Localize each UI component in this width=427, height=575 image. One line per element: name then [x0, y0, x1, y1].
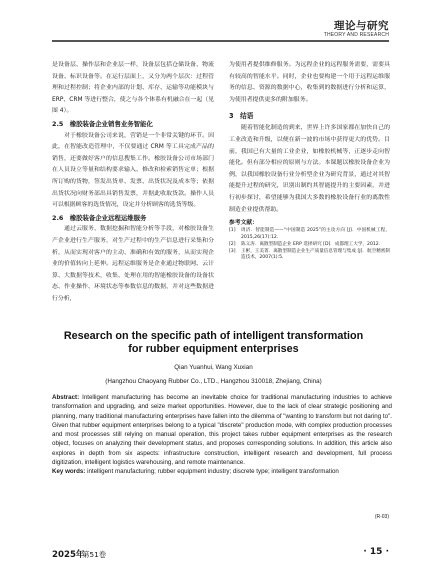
english-affiliation: (Hangzhou Chaoyang Rubber Co., LTD., Hangzhou 310018, Zhejiang, China)	[105, 378, 322, 385]
reference-item	[229, 242, 390, 249]
abstract-label: Abstract:	[52, 394, 80, 401]
paragraph: 通过云服务、数据挖掘和智能分析等手段，对橡胶设备生产企业进行生产服务，对生产过程中的生产信息进行采集和分析，从而实现对客户的主动、准确和有效的服务，从而实现企业的价值转向上延伸。远程运维服务是企业通过物联网、云计算、大数据等技术，收集、处理在用的智能橡胶设备的设备状态、作业操作、环境状态等参数信息的数据，并对这些数据进行分析，	[52, 226, 214, 302]
right-column	[229, 60, 390, 262]
reference-number: [2]	[229, 241, 236, 247]
section-title: 理论与研究	[334, 20, 389, 32]
left-column	[52, 60, 214, 305]
paragraph: 是设备层、操作层和企业层一样，设备层包括仓储设备、物流设备、标识设备等。在运行层面上，又分为两个层次：过程管理和过程控制；将企业内部的计划、库存、运输等功能模块与 ERP、CRM 等进行整合，使之与各个体系有机融合在一起（见图 4）。	[52, 62, 215, 115]
section-heading-conclusion: 3 结语	[229, 112, 254, 121]
english-title: Research on the specific path of intelligent transformation for rubber equipment enterprises	[63, 330, 364, 355]
keywords-text: intelligent manufacturing; rubber equipment industry; discrete type; intelligent transformation	[85, 468, 339, 476]
keywords-line	[52, 467, 392, 476]
reference-number: [3]	[229, 248, 236, 254]
section-heading-2-5: 2.5 橡胶装备企业销售业务智能化	[52, 119, 153, 128]
keywords-label: Key words:	[52, 468, 86, 476]
footer-year: 2025年	[52, 550, 85, 560]
references-title: 参考文献：	[229, 220, 258, 227]
reference-item	[229, 228, 390, 242]
reference-text: 周济．智能制造——“中国制造 2025”的主攻方向 [J]．中国机械工程，2015,26(17):12.	[241, 228, 390, 240]
reference-item	[229, 249, 390, 263]
reference-text: 陈义涛．离散型制造企业 ERP 选择研究 [D]．成都理工大学，2012.	[241, 241, 381, 247]
paragraph: 为使用者提供维修服务。为远程企业的远程服务需要，需要具有较高的智能水平。同时，企业也要构建一个用于远程运维服务的信息、资源的数据中心，收集到的数据进行分析和运算，为使用者提供更多的附加服务。	[229, 62, 390, 103]
reference-text: 王彬，王美菁．离散型制造企业生产质量信息管理与集成 [J]．航空精密制造技术，2007(1):5.	[241, 248, 390, 261]
english-abstract	[52, 393, 392, 477]
article-code: (R-03)	[374, 514, 389, 520]
paragraph: 随着智能化制造的到来，世界上许多国家都在加快自己的工业改造和升级，以便在新一波的市场中获得更大的优势。目前，我国已有大量的工业企业，如橡胶机械等，正逐步走向智能化。但有部分相应的原则与方法。本课题以橡胶设备企业为例，以我国橡胶设备行业分析型企业为研究背景，通过对其智能提升过程的研究，识别出制约其智能提升的主要因素，并进行初步探讨，希望能够为我国大多数的橡胶设备行业的离散性制造企业提供帮助。	[229, 125, 390, 213]
reference-number: [1]	[229, 228, 236, 234]
footer-volume: 第51卷	[82, 550, 107, 559]
section-subtitle: THEORY AND RESEARCH	[323, 32, 389, 38]
paragraph: 对于橡胶设备公司来说，营销是一个非常关键的环节。因此，在智能改造管理中，不仅要通过 CRM 等工具完成产品的销售，还要做好客户的信息搜集工作。橡胶设备公司市场部门在人员设立等量和结构要求输入、修改和检索销售定单；根据所订购的货物，签发出货单、发票、出货状况及成本等；依据出货状况向财务部出具销售发票，并据此收取货款。操作人员可以根据顾客的选货情况，设定并分析顾客的选货等级。	[52, 132, 214, 209]
header-divider	[52, 40, 389, 42]
abstract-text: Intelligent manufacturing has become an inevitable choice for traditional manufacturing industries to achieve transformation and upgrading, and seize market opportunities. However, due to the lack of clear strategic positioning and planning, many traditional manufacturing enterprises have fallen into the dilemma of "wanting to transform but not daring to". Given that rubber equipment enterprises belong to a typical "discrete" production mode, with complex production processes and most processes still relying on manual operation, this project takes rubber equipment enterprises as the research object, focuses on analyzing their development status, and proposes corresponding solutions. In addition, this article also explores in depth from six aspects: infrastructure construction, intelligent research and development, full process digitization, intelligent logistics warehousing, and remote maintenance.	[52, 394, 392, 467]
english-authors: Qian Yuanhui, Wang Xuxian	[174, 364, 253, 371]
section-heading-2-6: 2.6 橡胶装备企业远程运维服务	[52, 213, 147, 222]
abstract-paragraph	[52, 393, 392, 467]
page-number: · 15 ·	[363, 547, 389, 557]
